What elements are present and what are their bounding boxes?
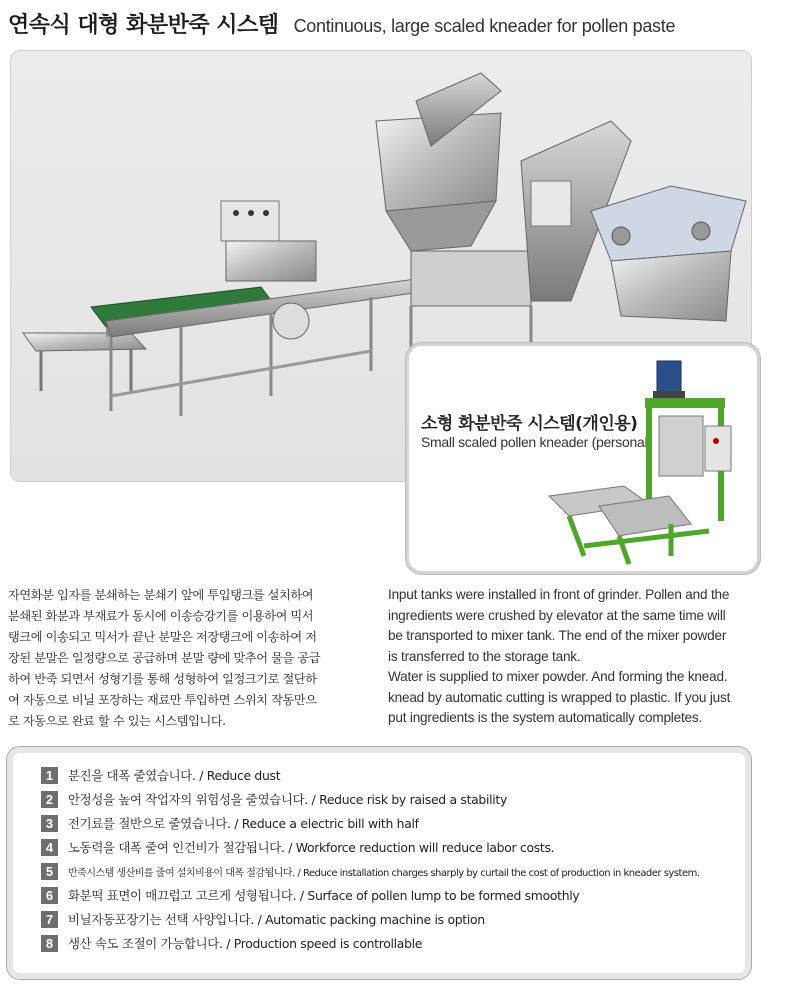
- feature-item: [41, 811, 700, 835]
- title-english: Continuous, large scaled kneader for pollen paste: [293, 16, 676, 36]
- description-en-line: be transported to mixer tank. The end of the mixer powder: [388, 628, 727, 643]
- feature-number-badge: 7: [41, 911, 58, 928]
- feature-text: 생산 속도 조절이 가능합니다. / Production speed is controllable: [68, 936, 423, 951]
- description-ko-line: 분쇄된 화분과 부재료가 동시에 이송승강기를 이용하여 믹서: [8, 609, 314, 623]
- feature-number-badge: 4: [41, 839, 58, 856]
- page-title: [8, 8, 675, 39]
- feature-text: 노동력을 대폭 줄여 인건비가 절감됩니다. / Workforce reduction will reduce labor costs.: [68, 840, 555, 855]
- feature-number-badge: 6: [41, 887, 58, 904]
- inset-title-english: Small scaled pollen kneader (personal): [421, 434, 652, 450]
- feature-item: [41, 763, 700, 787]
- feature-text: 분진을 대폭 줄였습니다. / Reduce dust: [68, 768, 281, 783]
- feature-number-badge: 8: [41, 935, 58, 952]
- feature-item: [41, 907, 700, 931]
- feature-text: 비닐자동포장기는 선택 사양입니다. / Automatic packing machine is option: [68, 912, 485, 927]
- feature-item: [41, 883, 700, 907]
- feature-number-badge: 3: [41, 815, 58, 832]
- description-ko-line: 장된 분말은 일정량으로 공급하며 분말 량에 맞추어 물을 공급: [8, 651, 321, 665]
- inset-title-korean: 소형 화분반죽 시스템(개인용): [421, 414, 638, 434]
- description-ko-line: 탱크에 이송되고 믹서가 끝난 분말은 저장탱크에 이송하여 저: [8, 630, 317, 644]
- feature-text: 화분떡 표면이 매끄럽고 고르게 성형됩니다. / Surface of pollen lump to be formed smoothly: [68, 888, 580, 903]
- feature-number-badge: 5: [41, 863, 58, 880]
- description-ko-line: 하여 반죽 되면서 성형기를 통해 성형하여 일정크기로 절단하: [8, 672, 317, 686]
- description-en-line: Input tanks were installed in front of grinder. Pollen and the: [388, 587, 730, 602]
- feature-number-badge: 1: [41, 767, 58, 784]
- description-en-line: put ingredients is the system automatically completes.: [388, 710, 703, 725]
- feature-item: [41, 931, 700, 955]
- small-kneader-illustration: [409, 346, 757, 571]
- description-ko-line: 여 자동으로 비닐 포장하는 재료만 투입하면 스위치 작동만으: [8, 693, 317, 707]
- feature-list: [41, 763, 700, 955]
- description-en-line: Water is supplied to mixer powder. And forming the knead.: [388, 669, 728, 684]
- title-korean: 연속식 대형 화분반죽 시스템: [8, 13, 279, 38]
- feature-box: [6, 746, 752, 980]
- description-en-line: knead by automatic cutting is wrapped to plastic. If you just: [388, 689, 731, 705]
- feature-text: 안정성을 높여 작업자의 위험성을 줄였습니다. / Reduce risk by raised a stability: [68, 792, 508, 807]
- description-ko-line: 로 자동으로 완료 할 수 있는 시스템입니다.: [8, 714, 226, 728]
- description-en-line: is transferred to the storage tank.: [388, 648, 581, 664]
- feature-item: [41, 835, 700, 859]
- small-kneader-inset: [406, 343, 760, 574]
- description-en-line: ingredients were crushed by elevator at the same time will: [388, 607, 726, 623]
- feature-number-badge: 2: [41, 791, 58, 808]
- feature-text: 전기료를 절반으로 줄였습니다. / Reduce a electric bill with half: [68, 816, 419, 831]
- feature-item: [41, 787, 700, 811]
- description-ko-line: 자연화분 입자를 분쇄하는 분쇄기 앞에 투입탱크를 설치하여: [8, 588, 314, 602]
- feature-item: [41, 859, 700, 883]
- description-english: [388, 585, 760, 729]
- description-korean: [8, 585, 388, 732]
- feature-text: 반죽시스템 생산비를 줄여 설치비용이 대폭 절감됩니다. / Reduce installation charges sharply by curtail the cost of production in kneader system.: [68, 867, 700, 879]
